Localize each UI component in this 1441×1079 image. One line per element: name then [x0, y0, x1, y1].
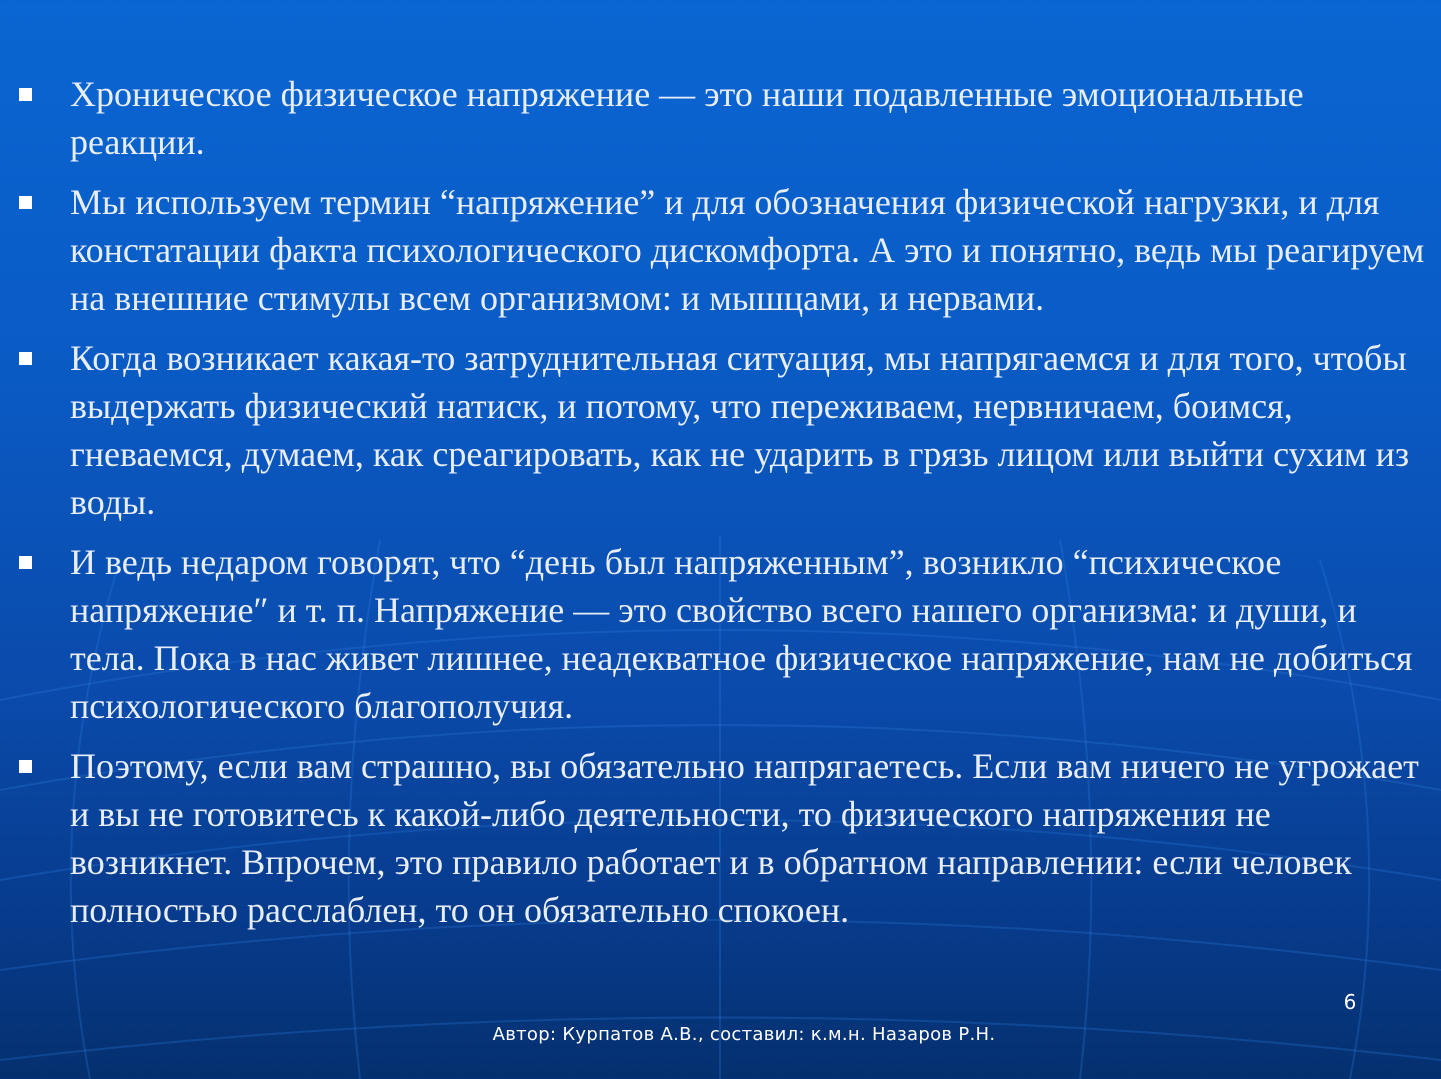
bullet-list [0, 70, 1441, 934]
square-bullet-icon [19, 88, 32, 101]
square-bullet-icon [19, 196, 32, 209]
footer-credit: Автор: Курпатов А.В., составил: к.м.н. Назаров Р.Н. [492, 1024, 996, 1045]
bullet-item [0, 178, 1441, 322]
bullet-text: Поэтому, если вам страшно, вы обязательно напрягаетесь. Если вам ничего не угрожает и вы не готовитесь к какой-либо деятельности, то физического напряжения не возникнет. Впрочем, это правило работает и в обратном направлении: если человек полностью расслаблен, то он обязательно спокоен. [70, 746, 1419, 930]
bullet-text: Хроническое физическое напряжение — это наши подавленные эмоциональные реакции. [70, 74, 1304, 162]
bullet-item [0, 742, 1441, 934]
bullet-item [0, 70, 1441, 166]
slide-content [0, 70, 1441, 946]
square-bullet-icon [19, 556, 32, 569]
bullet-text: Мы используем термин “напряжение” и для обозначения физической нагрузки, и для констатации факта психологического дискомфорта. А это и понятно, ведь мы реагируем на внешние стимулы всем организмом: и мышцами, и нервами. [70, 182, 1425, 318]
bullet-item [0, 538, 1441, 730]
square-bullet-icon [19, 760, 32, 773]
bullet-item [0, 334, 1441, 526]
page-number: 6 [1343, 990, 1357, 1014]
bullet-text: И ведь недаром говорят, что “день был напряженным”, возникло “психическое напряжение″ и т. п. Напряжение — это свойство всего нашего организма: и души, и тела. Пока в нас живет лишнее, неадекватное физическое напряжение, нам не добиться психологического благополучия. [70, 542, 1413, 726]
bullet-text: Когда возникает какая-то затруднительная ситуация, мы напрягаемся и для того, чтобы выдержать физический натиск, и потому, что переживаем, нервничаем, боимся, гневаемся, думаем, как среагировать, как не ударить в грязь лицом или выйти сухим из воды. [70, 338, 1410, 522]
square-bullet-icon [19, 352, 32, 365]
